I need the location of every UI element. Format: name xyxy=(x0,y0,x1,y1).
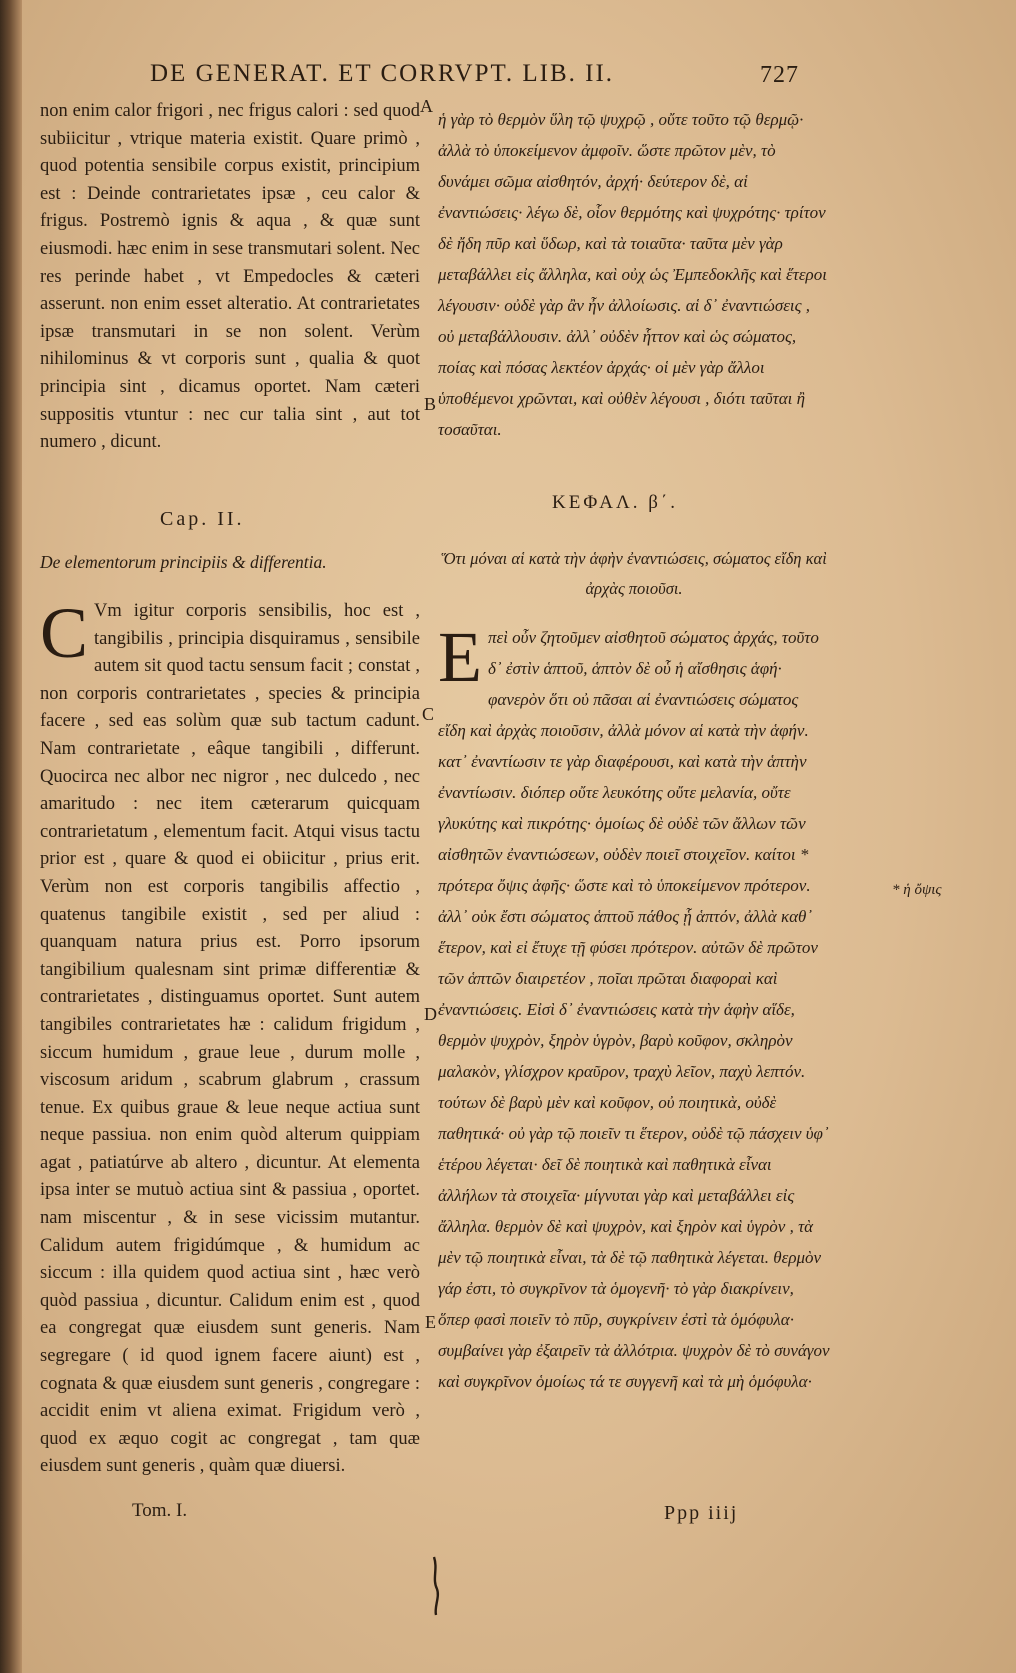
greek-dropcap: Ε xyxy=(438,622,482,697)
margin-letter-b: B xyxy=(424,394,437,414)
running-title: DE GENERAT. ET CORRVPT. LIB. II. xyxy=(150,60,615,87)
book-spine-shadow xyxy=(0,0,22,1673)
volume-mark: Tom. I. xyxy=(132,1500,188,1521)
latin-body-text: Vm igitur corporis sensibilis, hoc est , tangibilis , principia disquiramus , sensibile autem sit quod tactu sensum facit ; constat , non corporis contrarietates , species & principia facere , sed eas solùm quæ sub tactum cadunt. Nam contrarietate , eâque tangibili , differunt. Quocirca nec albor nec nigror , nec dulcedo , nec amaritudo : nec item cæterarum quicquam contrarietatum , elementum facit. Atqui visus tactu prior est , quare & quod ei obiicitur , prius erit. Verùm non est corporis tangibilis affectio , quatenus tangibile existit , sed per aliud : quanquam natura prius est. Porro ipsorum tangibilium qualesnam sint primæ differentiæ & contrarietates , distinguamus oportet. Sunt autem tangibiles contrarietates hæ : calidum frigidum , siccum humidum , graue leue , durum molle , viscosum aridum , scabrum glabrum , crassum tenue. Ex quibus graue & leue neque actiua sunt neque passiua. non enim quòd alterum quippiam agat , patiatúrve ab altero , dicuntur. At elementa ipsa inter se mutuò actiua sint & passiua , oportet. nam miscentur , & in sese vicissim mutantur. Calidum autem frigidúmque , & humidum ac siccum : illa quidem quod actiua sint , hæc verò quòd passiua , dicuntur. Calidum enim est , quod ea congregat quæ eiusdem sunt generis. Nam segregare ( id quod ignem facere aiunt) est , cognata & quæ eiusdem sunt generis , congregare : accidit enim vt aliena eximat. Frigidum verò , quod ex æquo cogit ac congregat , tam quæ eiusdem sunt generis , quàm quæ diuersi. xyxy=(40,601,420,1477)
greek-top-text: ἡ γὰρ τὸ θερμὸν ὕλη τῷ ψυχρῷ , οὔτε τοῦτο τῷ θερμῷ· ἀλλὰ τὸ ὑποκείμενον ἀμφοῖν. ὥστε πρῶτον μὲν, τὸ δυνάμει σῶμα αἰσθητόν, ἀρχή· δεύτερον δὲ, αἱ ἐναντιώσεις· λέγω δὲ, οἷον θερμότης καὶ ψυχρότης· τρίτον δὲ ἤδη πῦρ καὶ ὕδωρ, καὶ τὰ τοιαῦτα· ταῦτα μὲν γὰρ μεταβάλλει εἰς ἄλληλα, καὶ οὐχ ὡς Ἐμπεδοκλῆς καὶ ἕτεροι λέγουσιν· οὐδὲ γὰρ ἂν ἦν ἀλλοίωσις. αἱ δ᾽ ἐναντιώσεις , οὐ μεταβάλλουσιν. ἀλλ᾽ οὐδὲν ἧττον καὶ ὡς σώματος, ποίας καὶ πόσας λεκτέον ἀρχάς· οἱ μὲν γὰρ ἄλλοι ὑποθέμενοι χρῶνται, καὶ οὐθὲν λέγουσι , διότι ταῦται ἢ τοσαῦται. xyxy=(438,110,827,439)
greek-top-paragraph xyxy=(438,104,830,464)
greek-chapter-heading: ΚΕΦΑΛ. β΄. xyxy=(552,492,679,513)
margin-letter-d: D xyxy=(424,1004,437,1024)
greek-body-text: πεὶ οὖν ζητοῦμεν αἰσθητοῦ σώματος ἀρχάς, τοῦτο δ᾽ ἐστὶν ἁπτοῦ, ἁπτὸν δὲ οὗ ἡ αἴσθησις ἁφή· φανερὸν ὅτι οὐ πᾶσαι αἱ ἐναντιώσεις σώματος εἴδη καὶ ἀρχὰς ποιοῦσιν, ἀλλὰ μόνον αἱ κατὰ τὴν ἁφήν. κατ᾽ ἐναντίωσιν τε γὰρ διαφέρουσι, καὶ κατὰ τὴν ἁπτὴν ἐναντίωσιν. διόπερ οὔτε λευκότης οὔτε μελανία, οὔτε γλυκύτης καὶ πικρότης· ὁμοίως δὲ οὐδὲ τῶν ἄλλων τῶν αἰσθητῶν ἐναντιώσεων, οὐδὲν ποιεῖ στοιχεῖον. καίτοι * πρότερα ὄψις ἁφῆς· ὥστε καὶ τὸ ὑποκείμενον πρότερον. ἀλλ᾽ οὐκ ἔστι σώματος ἁπτοῦ πάθος ᾗ ἁπτόν, ἀλλὰ καθ᾽ ἕτερον, καὶ εἰ ἔτυχε τῇ φύσει πρότερον. αὐτῶν δὲ πρῶτον τῶν ἁπτῶν διαιρετέον , ποῖαι πρῶται διαφοραὶ καὶ ἐναντιώσεις. Εἰσὶ δ᾽ ἐναντιώσεις κατὰ τὴν ἁφὴν αἵδε, θερμὸν ψυχρὸν, ξηρὸν ὑγρὸν, βαρὺ κοῦφον, σκληρὸν μαλακὸν, γλίσχρον κραῦρον, τραχὺ λεῖον, παχὺ λεπτόν. τούτων δὲ βαρὺ μὲν καὶ κοῦφον, οὐ ποιητικὰ, οὐδὲ παθητικά· οὐ γὰρ τῷ ποιεῖν τι ἕτερον, οὐδὲ τῷ πάσχειν ὑφ᾽ ἑτέρου λέγεται· δεῖ δὲ ποιητικὰ καὶ παθητικὰ εἶναι ἀλλήλων τὰ στοιχεῖα· μίγνυται γὰρ καὶ μεταβάλλει εἰς ἄλληλα. θερμὸν δὲ καὶ ψυχρὸν, καὶ ξηρὸν καὶ ὑγρὸν , τὰ μὲν τῷ ποιητικὰ εἶναι, τὰ δὲ τῷ παθητικὰ λέγεται. θερμὸν γάρ ἐστι, τὸ συγκρῖνον τὰ ὁμογενῆ· τὸ γὰρ διακρίνειν, ὅπερ φασὶ ποιεῖν τὸ πῦρ, συγκρίνειν ἐστὶ τὰ ὁμόφυλα· συμβαίνει γὰρ ἐξαιρεῖν τὰ ἀλλότρια. ψυχρὸν δὲ τὸ συνάγον καὶ συγκρῖνον ὁμοίως τά τε συγγενῆ καὶ τὰ μὴ ὁμόφυλα· xyxy=(438,628,830,1391)
latin-top-text: non enim calor frigori , nec frigus calori : sed quod subiicitur , vtrique materia existit. Quare primò , quod potentia sensibile corpus existit, principium est : Deinde contrarietates ipsæ , ceu calor & frigus. Postremò ignis & aqua , & quæ sunt eiusmodi. hæc enim in sese transmutari solent. Nec res perinde habet , vt Empedocles & cæteri asserunt. non enim esset alteratio. At contrarietates ipsæ transmutari in se non solent. Verùm nihilominus & vt corporis sunt , qualia & quot principia sint , dicamus oportet. Nam cæteri suppositis vtuntur : nec cur talia sint , aut tot numero , dicunt. xyxy=(40,101,420,453)
latin-chapter-subtitle: De elementorum principiis & differentia. xyxy=(40,552,327,572)
latin-body xyxy=(40,593,420,1498)
greek-body xyxy=(438,622,830,1497)
margin-letter-c: C xyxy=(422,704,435,724)
greek-chapter-subtitle: Ὅτι μόναι αἱ κατὰ τὴν ἁφὴν ἐναντιώσεις, σώματος εἴδη καὶ ἀρχὰς ποιοῦσι. xyxy=(441,549,827,598)
latin-chapter-heading: Cap. II. xyxy=(160,508,245,530)
binding-mark-glyph xyxy=(428,1555,444,1617)
margin-letter-e: E xyxy=(425,1312,436,1332)
signature-mark: Ppp iiij xyxy=(664,1502,739,1524)
latin-top-paragraph xyxy=(40,98,420,478)
margin-note: * ἡ ὄψις xyxy=(892,882,942,898)
page-number: 727 xyxy=(760,62,799,88)
latin-dropcap: C xyxy=(40,593,89,673)
margin-letter-a: A xyxy=(420,96,433,116)
